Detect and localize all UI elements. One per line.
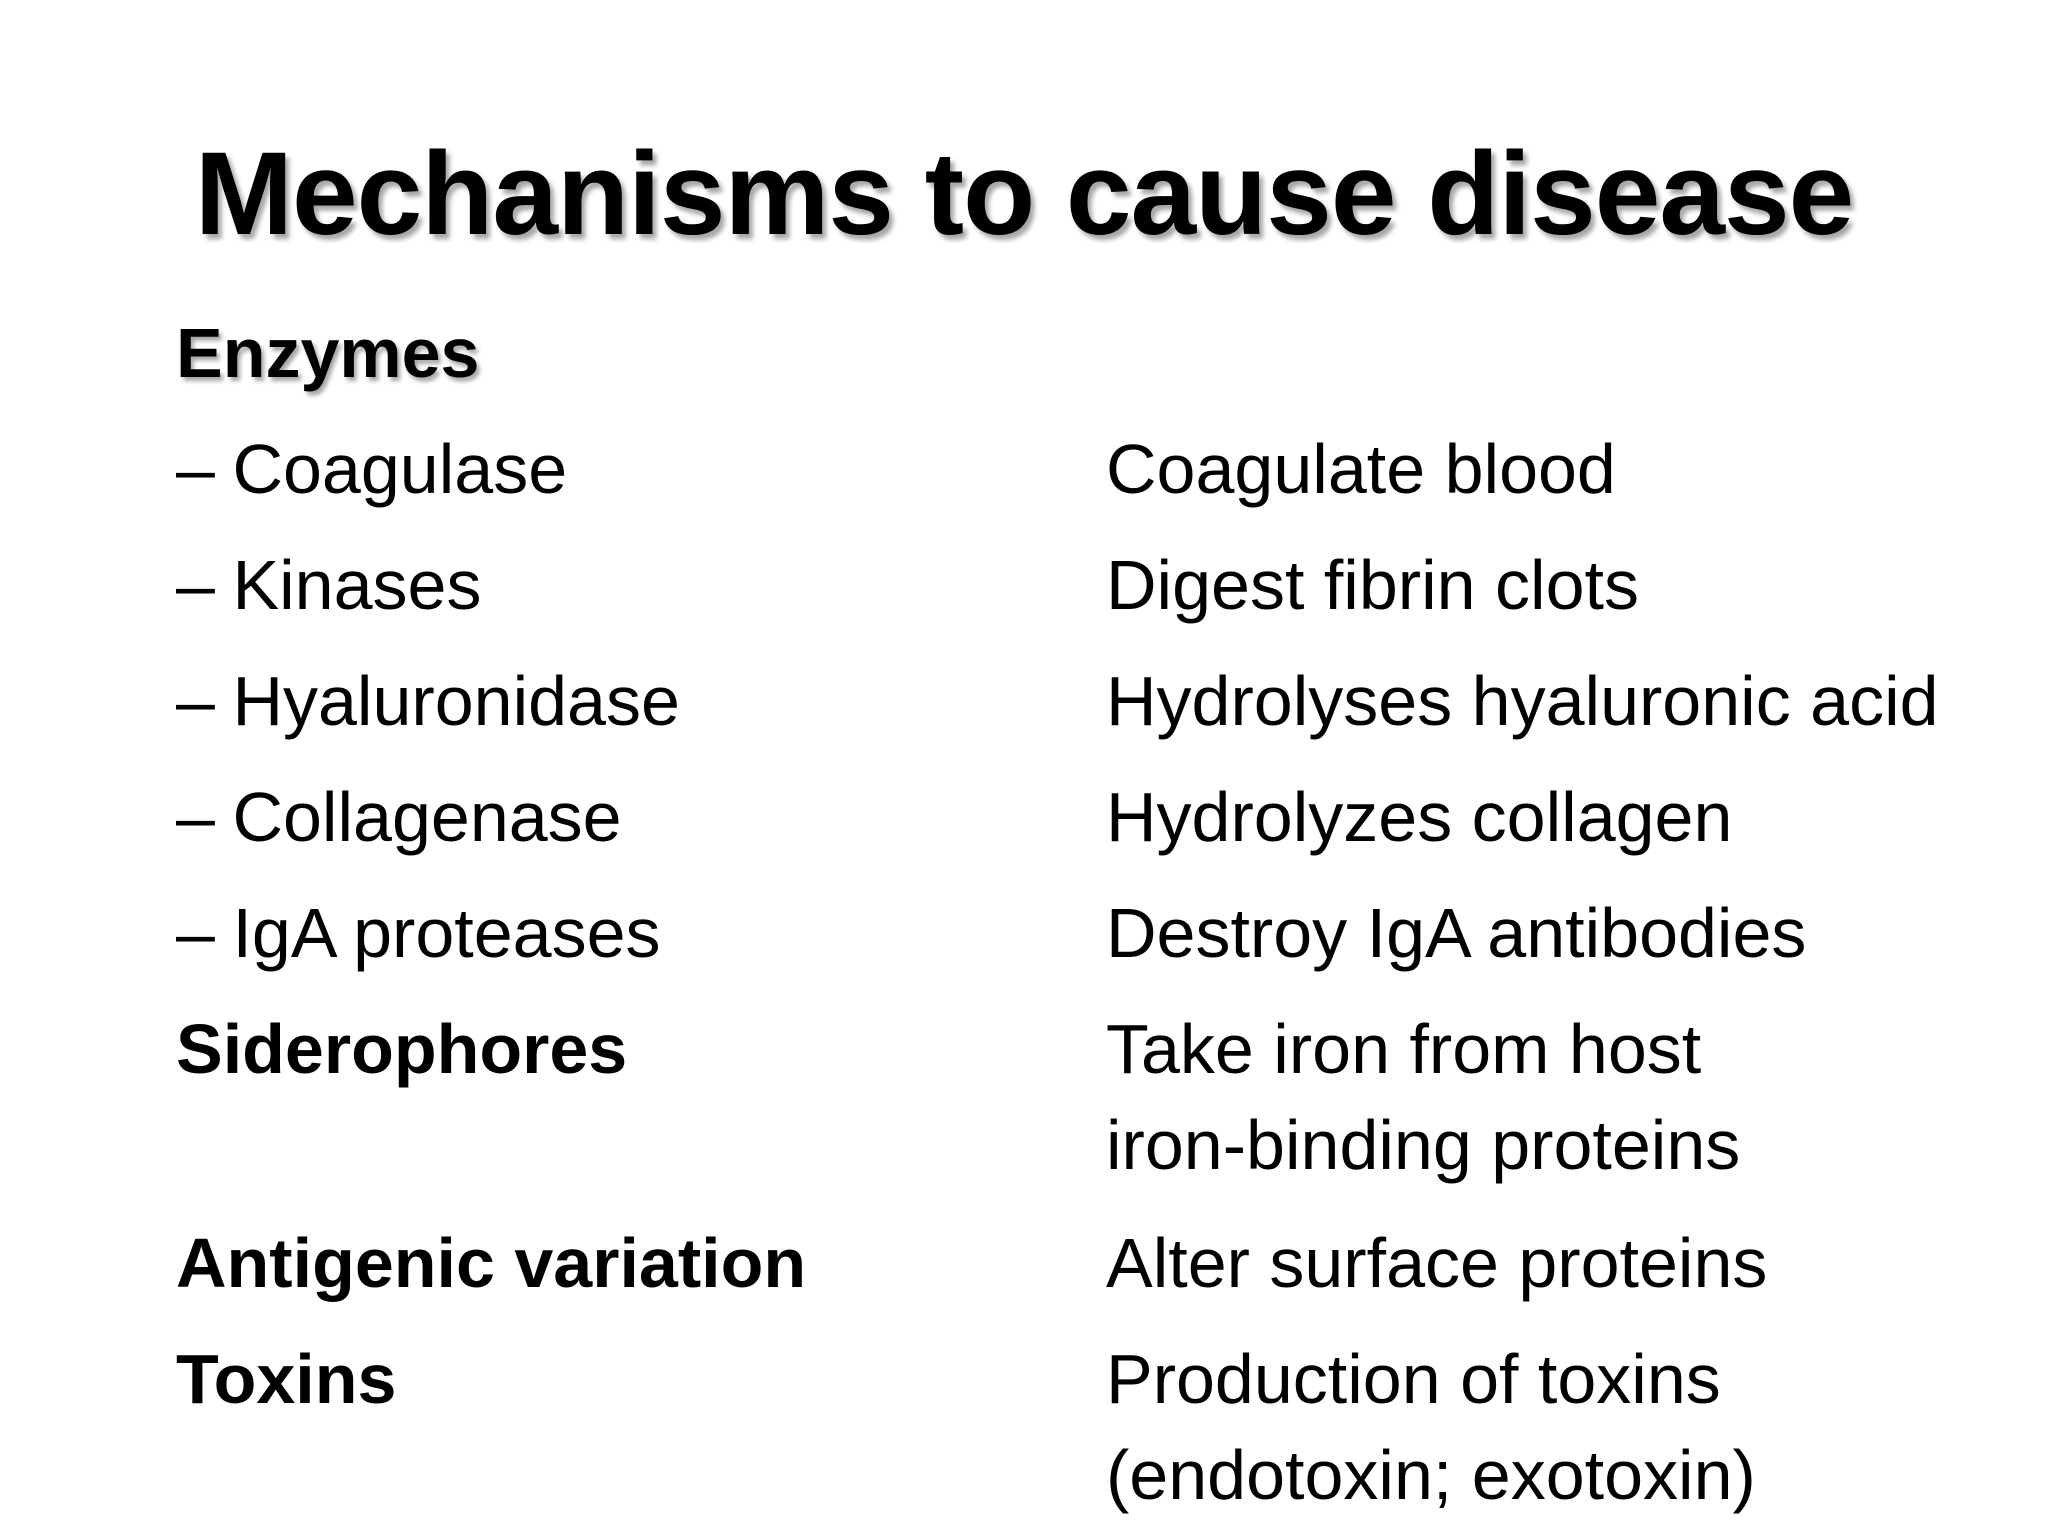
antigenic-variation-term: Antigenic variation: [176, 1224, 807, 1302]
row-term: [176, 428, 567, 511]
row-term: [176, 776, 622, 859]
antigenic-variation-row: [0, 1222, 2048, 1322]
row-description: Hydrolyzes collagen: [1106, 778, 1733, 856]
table-row: [0, 428, 2048, 528]
term-label: Coagulase: [232, 430, 568, 508]
row-term: [176, 544, 481, 627]
term-label: IgA proteases: [232, 894, 661, 972]
table-row: [0, 544, 2048, 644]
toxins-desc-line2: (endotoxin; exotoxin): [1106, 1436, 1756, 1514]
table-row: [0, 776, 2048, 876]
row-term: [176, 660, 680, 743]
row-description: Destroy IgA antibodies: [1106, 894, 1807, 972]
dash: –: [176, 894, 215, 972]
term-label: Collagenase: [232, 778, 622, 856]
toxins-row: [0, 1338, 2048, 1438]
term-label: Kinases: [232, 546, 482, 624]
dash: –: [176, 778, 215, 856]
enzymes-heading-row: [0, 312, 2048, 412]
dash: –: [176, 546, 215, 624]
row-description: Digest fibrin clots: [1106, 546, 1639, 624]
toxins-row-cont: [0, 1434, 2048, 1534]
siderophores-row-cont: [0, 1104, 2048, 1204]
antigenic-variation-desc: Alter surface proteins: [1106, 1224, 1768, 1302]
toxins-term: Toxins: [176, 1340, 397, 1418]
siderophores-desc-line2: iron-binding proteins: [1106, 1106, 1741, 1184]
siderophores-desc-line1: Take iron from host: [1106, 1010, 1702, 1088]
toxins-desc-line1: Production of toxins: [1106, 1340, 1721, 1418]
siderophores-term: Siderophores: [176, 1010, 628, 1088]
dash: –: [176, 430, 215, 508]
row-term: [176, 892, 661, 975]
slide-title: Mechanisms to cause disease: [194, 128, 1854, 260]
enzymes-heading: Enzymes: [176, 314, 480, 392]
table-row: [0, 892, 2048, 992]
term-label: Hyaluronidase: [232, 662, 680, 740]
siderophores-row: [0, 1008, 2048, 1108]
row-description: Coagulate blood: [1106, 430, 1616, 508]
dash: –: [176, 662, 215, 740]
table-row: [0, 660, 2048, 760]
row-description: Hydrolyses hyaluronic acid: [1106, 662, 1939, 740]
